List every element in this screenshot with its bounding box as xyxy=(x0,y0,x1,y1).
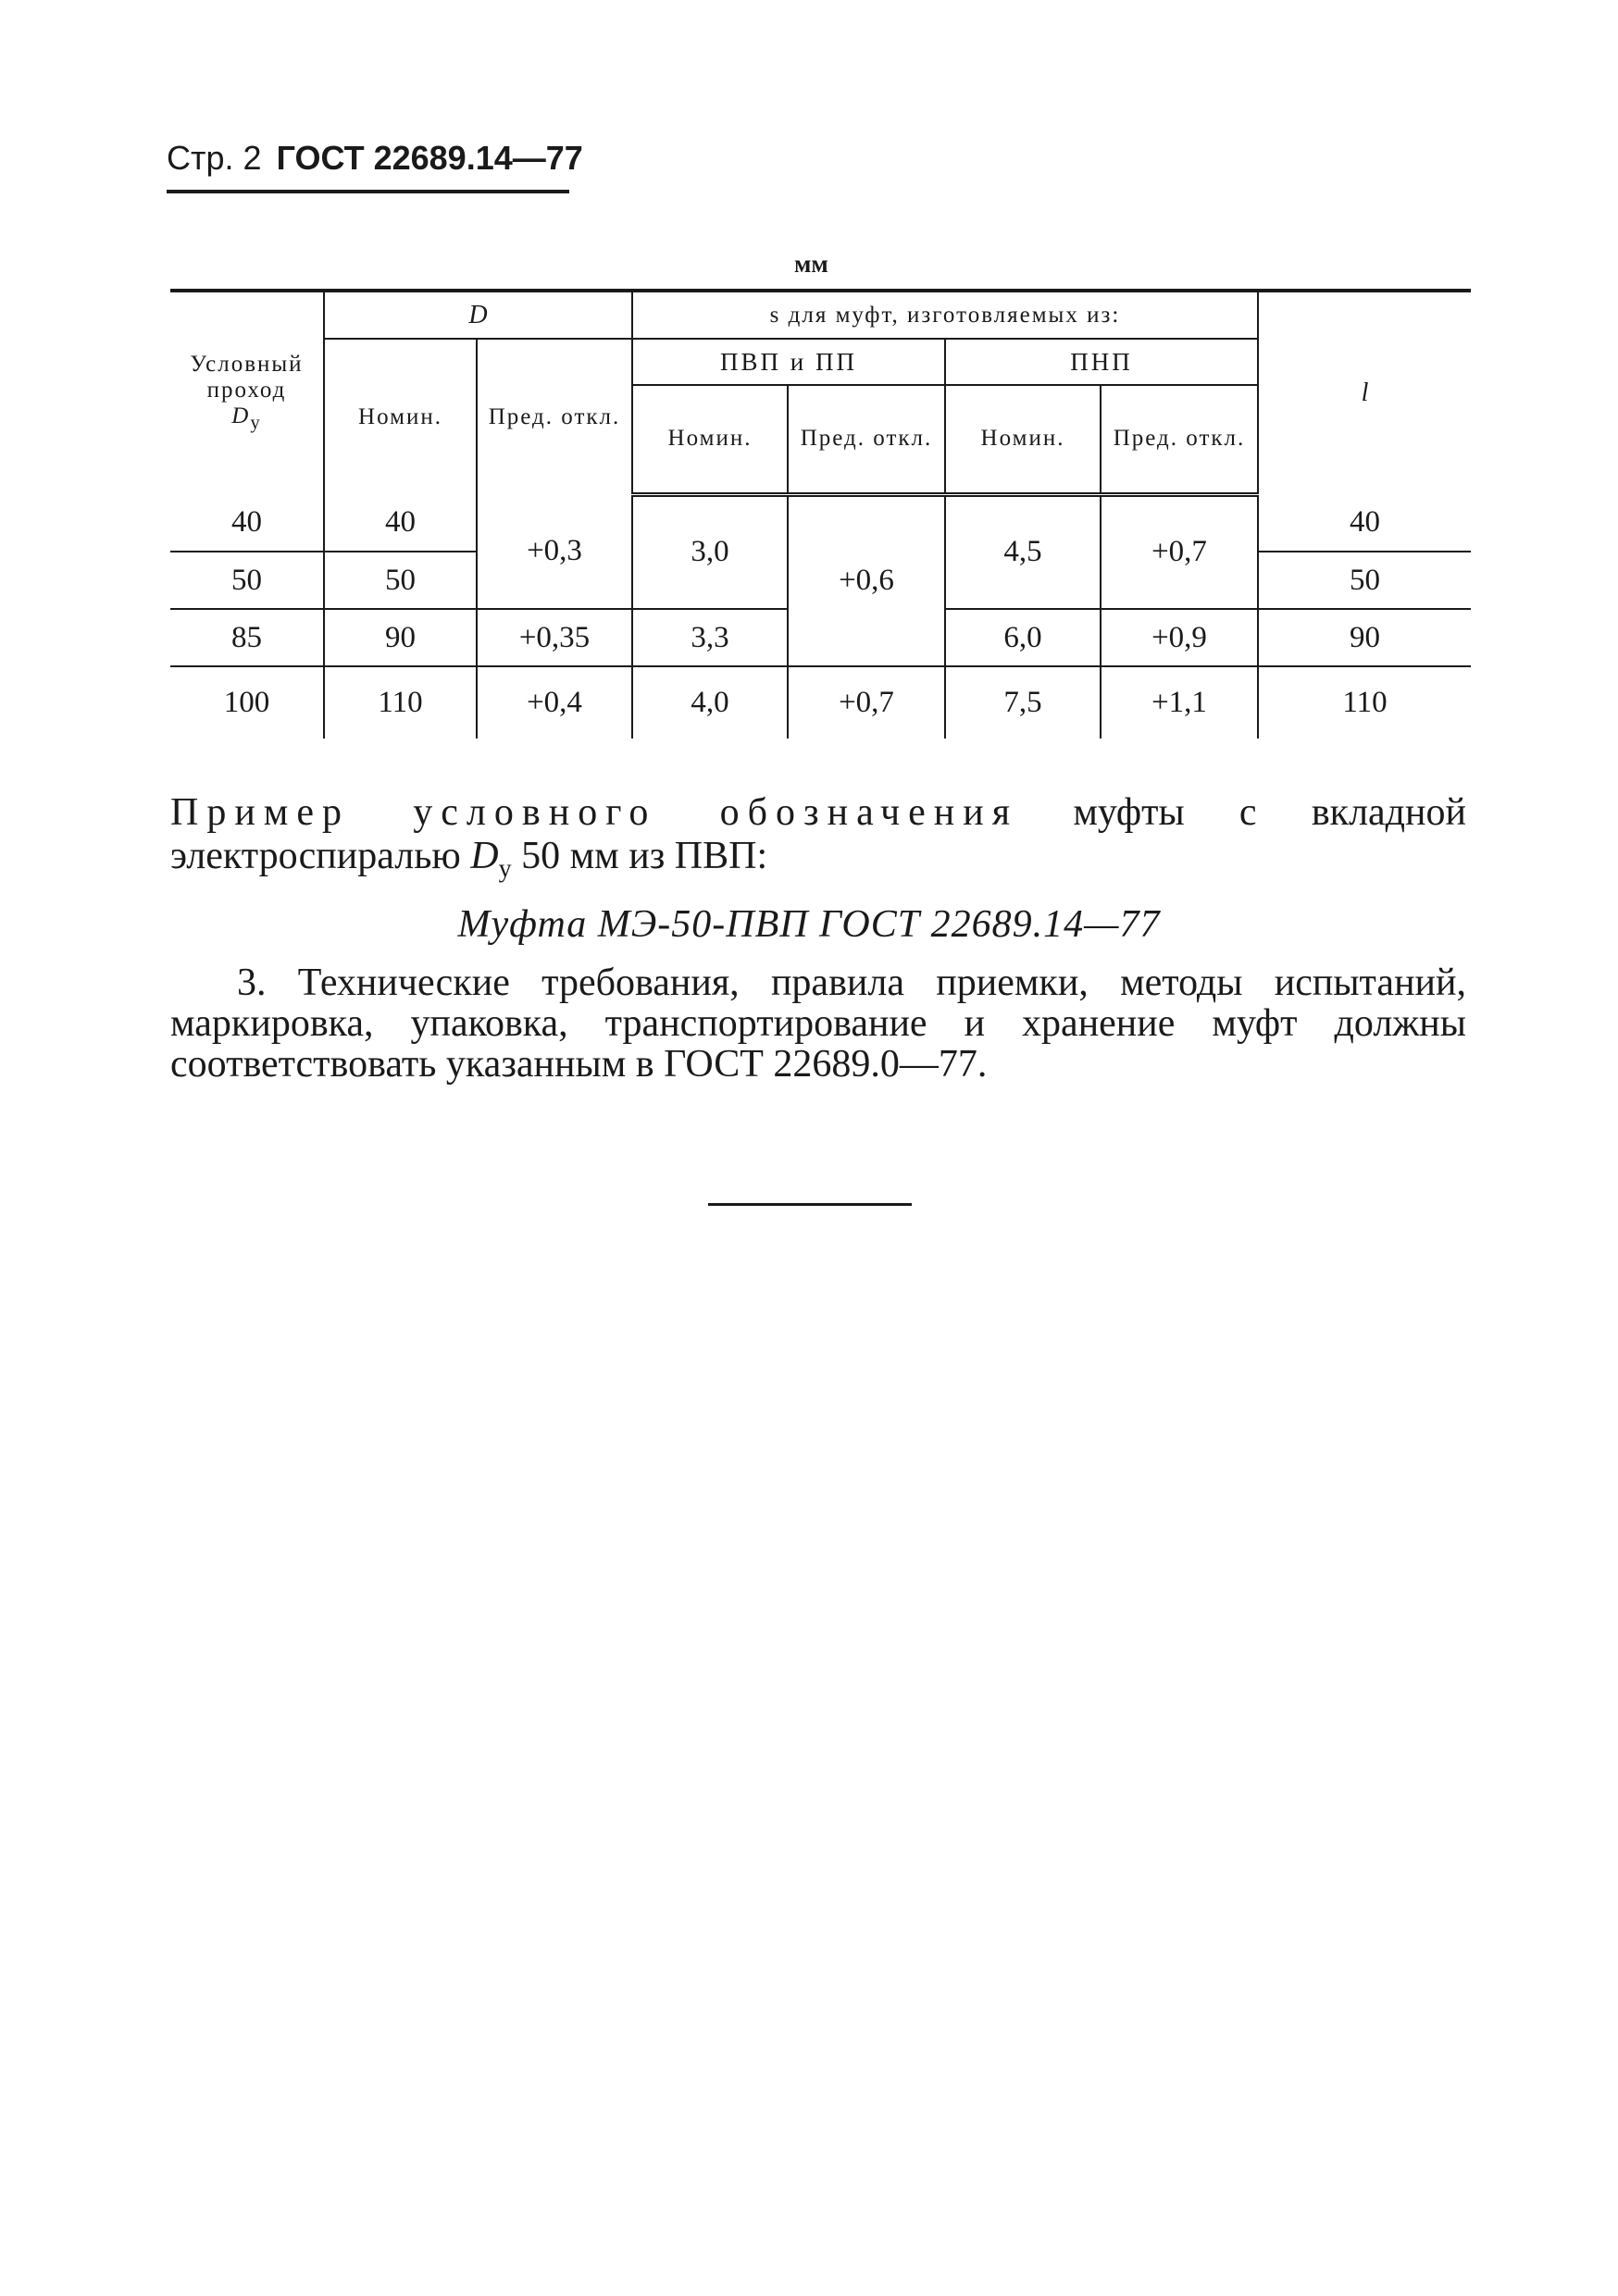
example-intro-paragraph xyxy=(170,791,1466,890)
header-d-nominal: Номин. xyxy=(324,339,477,494)
header-rule xyxy=(167,190,569,193)
cell-length: 50 xyxy=(1258,552,1471,609)
cell-dy: 50 xyxy=(170,552,324,609)
cell-d-nominal: 40 xyxy=(324,494,477,552)
cell-pnp-deviation: +0,7 xyxy=(1101,494,1258,609)
cell-length: 110 xyxy=(1258,666,1471,738)
cell-pnp-nominal: 7,5 xyxy=(945,666,1101,738)
cell-pvp-deviation: +0,7 xyxy=(788,666,945,738)
header-pvp-deviation: Пред. откл. xyxy=(788,385,945,494)
cell-pnp-deviation: +1,1 xyxy=(1101,666,1258,738)
cell-length: 40 xyxy=(1258,494,1471,552)
example-dy-symbol: $D_у$ xyxy=(470,835,512,884)
dimensions-table xyxy=(170,289,1471,738)
example-intro-rest: муфты с вкладной электроспиралью xyxy=(170,791,1466,877)
cell-pnp-deviation: +0,9 xyxy=(1101,609,1258,666)
cell-pnp-nominal: 4,5 xyxy=(945,494,1101,609)
cell-d-deviation: +0,35 xyxy=(477,609,632,666)
standard-code: ГОСТ 22689.14—77 xyxy=(276,139,583,177)
header-wall-thickness: s для муфт, изготовляемых из: xyxy=(632,291,1258,339)
cell-d-nominal: 110 xyxy=(324,666,477,738)
cell-dy: 85 xyxy=(170,609,324,666)
example-intro-tail: 50 мм из ПВП: xyxy=(521,835,768,877)
clause-3-paragraph: 3. Технические требования, правила приемки, методы испытаний, маркировка, упаковка, транспортирование и хранение муфт должны соответствовать указанным в ГОСТ 22689.0—77. xyxy=(170,962,1466,1086)
cell-d-nominal: 50 xyxy=(324,552,477,609)
table-row xyxy=(170,494,1471,552)
table-row xyxy=(170,666,1471,738)
header-d-deviation: Пред. откл. xyxy=(477,339,632,494)
cell-dy: 40 xyxy=(170,494,324,552)
cell-length: 90 xyxy=(1258,609,1471,666)
example-intro-spaced: Пример условного обозначения xyxy=(170,791,1019,834)
dimensions-table-wrapper xyxy=(170,289,1471,761)
cell-d-deviation: +0,3 xyxy=(477,494,632,609)
cell-dy: 100 xyxy=(223,686,270,719)
cell-d-deviation: +0,4 xyxy=(477,666,632,738)
cell-pvp-nominal: 3,3 xyxy=(632,609,788,666)
cell-pvp-nominal: 4,0 xyxy=(632,666,788,738)
table-unit: мм xyxy=(794,250,828,278)
header-nominal-bore-label: Условный проход xyxy=(190,352,304,403)
header-pnp-deviation: Пред. откл. xyxy=(1101,385,1258,494)
header-group-pvp: ПВП и ПП xyxy=(632,339,945,385)
cell-d-nominal: 90 xyxy=(324,609,477,666)
header-length: l xyxy=(1258,291,1471,494)
header-d: D xyxy=(324,291,632,339)
cell-pvp-nominal: 3,0 xyxy=(632,494,788,609)
header-pvp-nominal: Номин. xyxy=(632,385,788,494)
cell-pvp-deviation: +0,6 xyxy=(788,494,945,666)
end-rule xyxy=(708,1203,912,1206)
example-designation: Муфта МЭ-50-ПВП ГОСТ 22689.14—77 xyxy=(457,903,1161,946)
header-group-pnp: ПНП xyxy=(945,339,1258,385)
page-header xyxy=(167,139,583,178)
cell-pnp-nominal: 6,0 xyxy=(945,609,1101,666)
page-number: Стр. 2 xyxy=(167,139,262,177)
header-pnp-nominal: Номин. xyxy=(945,385,1101,494)
header-nominal-bore-symbol: $D_у$ xyxy=(231,403,262,433)
header-nominal-bore xyxy=(170,291,324,494)
